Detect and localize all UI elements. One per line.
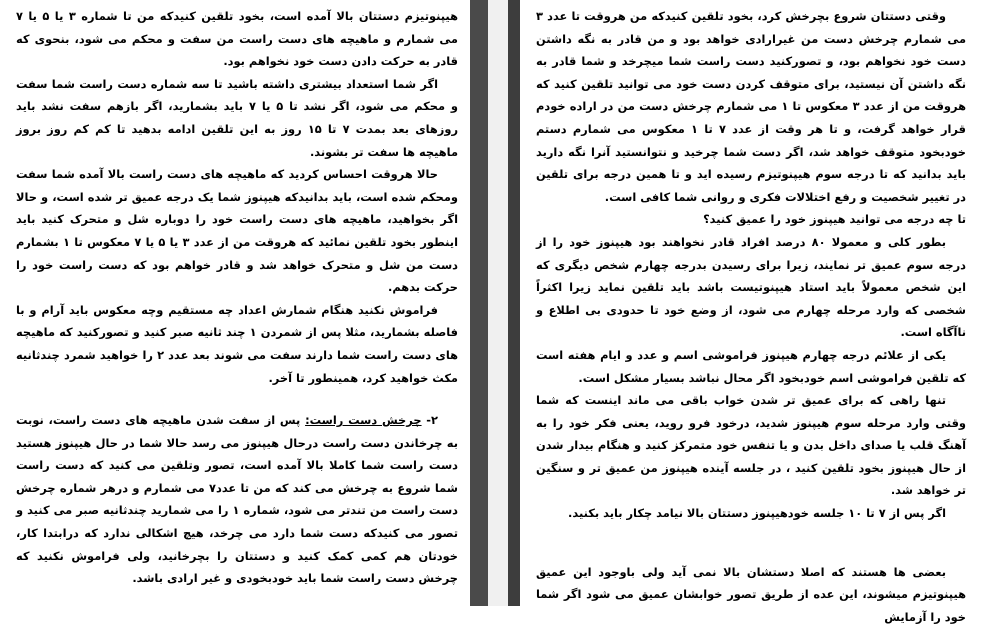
- left-paragraph-1: هیپنوتیزم دستتان بالا آمده است، بخود تلقین کنیدکه من تا شماره ۳ یا ۵ یا ۷ می شمارم و ماهیچه های دست راست من سفت و محکم می شود، بنحوی که قادر به حرکت دادن دست خود نخواهم بود.: [16, 9, 458, 69]
- right-paragraph-5: اگر پس از ۷ تا ۱۰ جلسه خودهیپنوز دستتان بالا نیامد چکار باید بکنید.: [568, 506, 946, 521]
- left-paragraph-4: فراموش نکنید هنگام شمارش اعداد چه مستقیم وچه معکوس باید آرام و با فاصله بشمارید، مثلا پس از شمردن ۱ چند ثانیه صبر کنید و تصورکنید که ماهیچه های دست راست شما دارند سفت می شوند بعد عدد ۲ را خواهید شمرد چندثانیه مکث خواهید کرد، همینطور تا آخر.: [16, 302, 458, 385]
- left-page: [0, 0, 470, 606]
- right-paragraph-6: بعضی ها هستند که اصلا دستشان بالا نمی آید ولی باوجود این عمیق هیپنوتیزم میشوند، این عده از طریق تصور خوابشان عمیق می شود اگر شما خود را آزمایش: [536, 564, 966, 624]
- left-section-2: [16, 409, 458, 590]
- right-page-text: [536, 5, 966, 628]
- section-number: ۲-: [421, 413, 438, 428]
- left-paragraph-3: حالا هروقت احساس کردید که ماهیچه های دست راست بالا آمده شما سفت ومحکم شده است، باید بدانیدکه هیپنوز شما یک درجه عمیق تر شده است، و حالا اگر بخواهید، ماهیچه های دست راست خود را دوباره شل و متحرک کنید باید اینطور بخود تلقین نمائید که هروقت من از عدد ۳ یا ۵ یا ۷ معکوس تا ۱ بشمارم دست من شل و متحرک خواهد شد و قادر خواهم بود که دست راست خود را حرکت بدهم.: [16, 167, 458, 295]
- left-paragraph-2: اگر شما استعداد بیشتری داشته باشید تا سه شماره دست راست شما سفت و محکم می شود، اگر نشد تا ۵ یا ۷ باید بشمارید، اگر بازهم سفت نشد باید روزهای بعد بمدت ۷ تا ۱۵ روز به این تلقین ادامه بدهید تا کم کم روز بروز ماهیچه ها سفت تر بشوند.: [16, 76, 459, 159]
- right-paragraph-3: یکی از علائم درجه چهارم هیپنوز فراموشی اسم و عدد و ایام هفته است که تلقین فراموشی اسم خودبخود اگر محال نباشد بسیار مشکل است.: [536, 347, 966, 385]
- page-gutter-shadow-right: [508, 0, 520, 606]
- right-page: [520, 0, 985, 624]
- left-page-text: [16, 5, 458, 590]
- section-title: چرخش دست راست:: [305, 413, 422, 428]
- page-gutter-shadow-left: [470, 0, 488, 606]
- section-body: پس از سفت شدن ماهیچه های دست راست، نوبت به چرخاندن دست راست درحال هیپنوز می رسد حالا شما در حال هیپنوز هستید دست راست شما کاملا بالا آمده است، تصور وتلقین می کنید که دست راست شما شروع به چرخش می کند که من تا عدد۷ می شمارم و درهر شماره چرخش دست راست من تندتر می شود، شماره ۱ را می شمارید چندثانیه صبر می کنید و تصور می کنیدکه دست شما دارد می چرخد، هیچ اشکالی ندارد که درابتدا کار، خودتان هم کمی کمک کنید و دستتان را بچرخانید، ولی فراموش نکنید که چرخش دست راست شما باید خودبخودی و غیر ارادی باشد.: [16, 413, 458, 586]
- right-paragraph-4: تنها راهی که برای عمیق تر شدن خواب باقی می ماند اینست که شما وقتی وارد مرحله سوم هیپنوز شدید، درخود فرو روید، یعنی فکر خود را به آهنگ قلب یا صدای داخل بدن و یا تنفس خود متمرکز کنید و هنگام بیدار شدن از حال هیپنوز بخود تلقین کنید ، در جلسه آینده هیپنوز من عمیق تر و سنگین تر خواهد شد.: [536, 393, 966, 498]
- right-paragraph-2: بطور کلی و معمولا ۸۰ درصد افراد قادر نخواهند بود هیپنوز خود را از درجه سوم عمیق تر نمایند، زیرا برای رسیدن بدرجه چهارم شخص دیگری که این شخص معمولاً باید استاد هیپنوتیست باشد باید تلقین نماید زیرا اکثراً شخصی که وارد مرحله چهارم می شود، از وضع خود تا حدودی بی اطلاع و ناآگاه است.: [536, 234, 966, 340]
- right-question-heading: تا چه درجه می توانید هیپنوز خود را عمیق کنید؟: [703, 212, 966, 227]
- page-gutter-gap: [488, 0, 508, 606]
- right-paragraph-1: وقتی دستتان شروع بچرخش کرد، بخود تلقین کنیدکه من هروقت تا عدد ۳ می شمارم چرخش دست من غیرارادی خواهد بود و من قادر به نگه داشتن دست خود نخواهم بود، و تصورکنید دست راست شما میچرخد و شما قادر به نگه داشتن آن نیستید، برای متوقف کردن دست خود می توانید تلقین کنید که هروقت من از عدد ۳ معکوس تا ۱ می شمارم چرخش دست من در اراده خودم قرار خواهد گرفت، و تا هر وقت از عدد ۷ تا ۱ معکوس می شمارم دستم خودبخود متوقف خواهد شد، اگر دست شما چرخید و نتوانستید آنرا نگه دارید باید بدانید که تا درجه سوم هیپنوتیزم رسیده اید و تا همین درجه برای تلقین در تغییر شخصیت و رفع اختلالات فکری و روانی شما کافی است.: [536, 9, 966, 204]
